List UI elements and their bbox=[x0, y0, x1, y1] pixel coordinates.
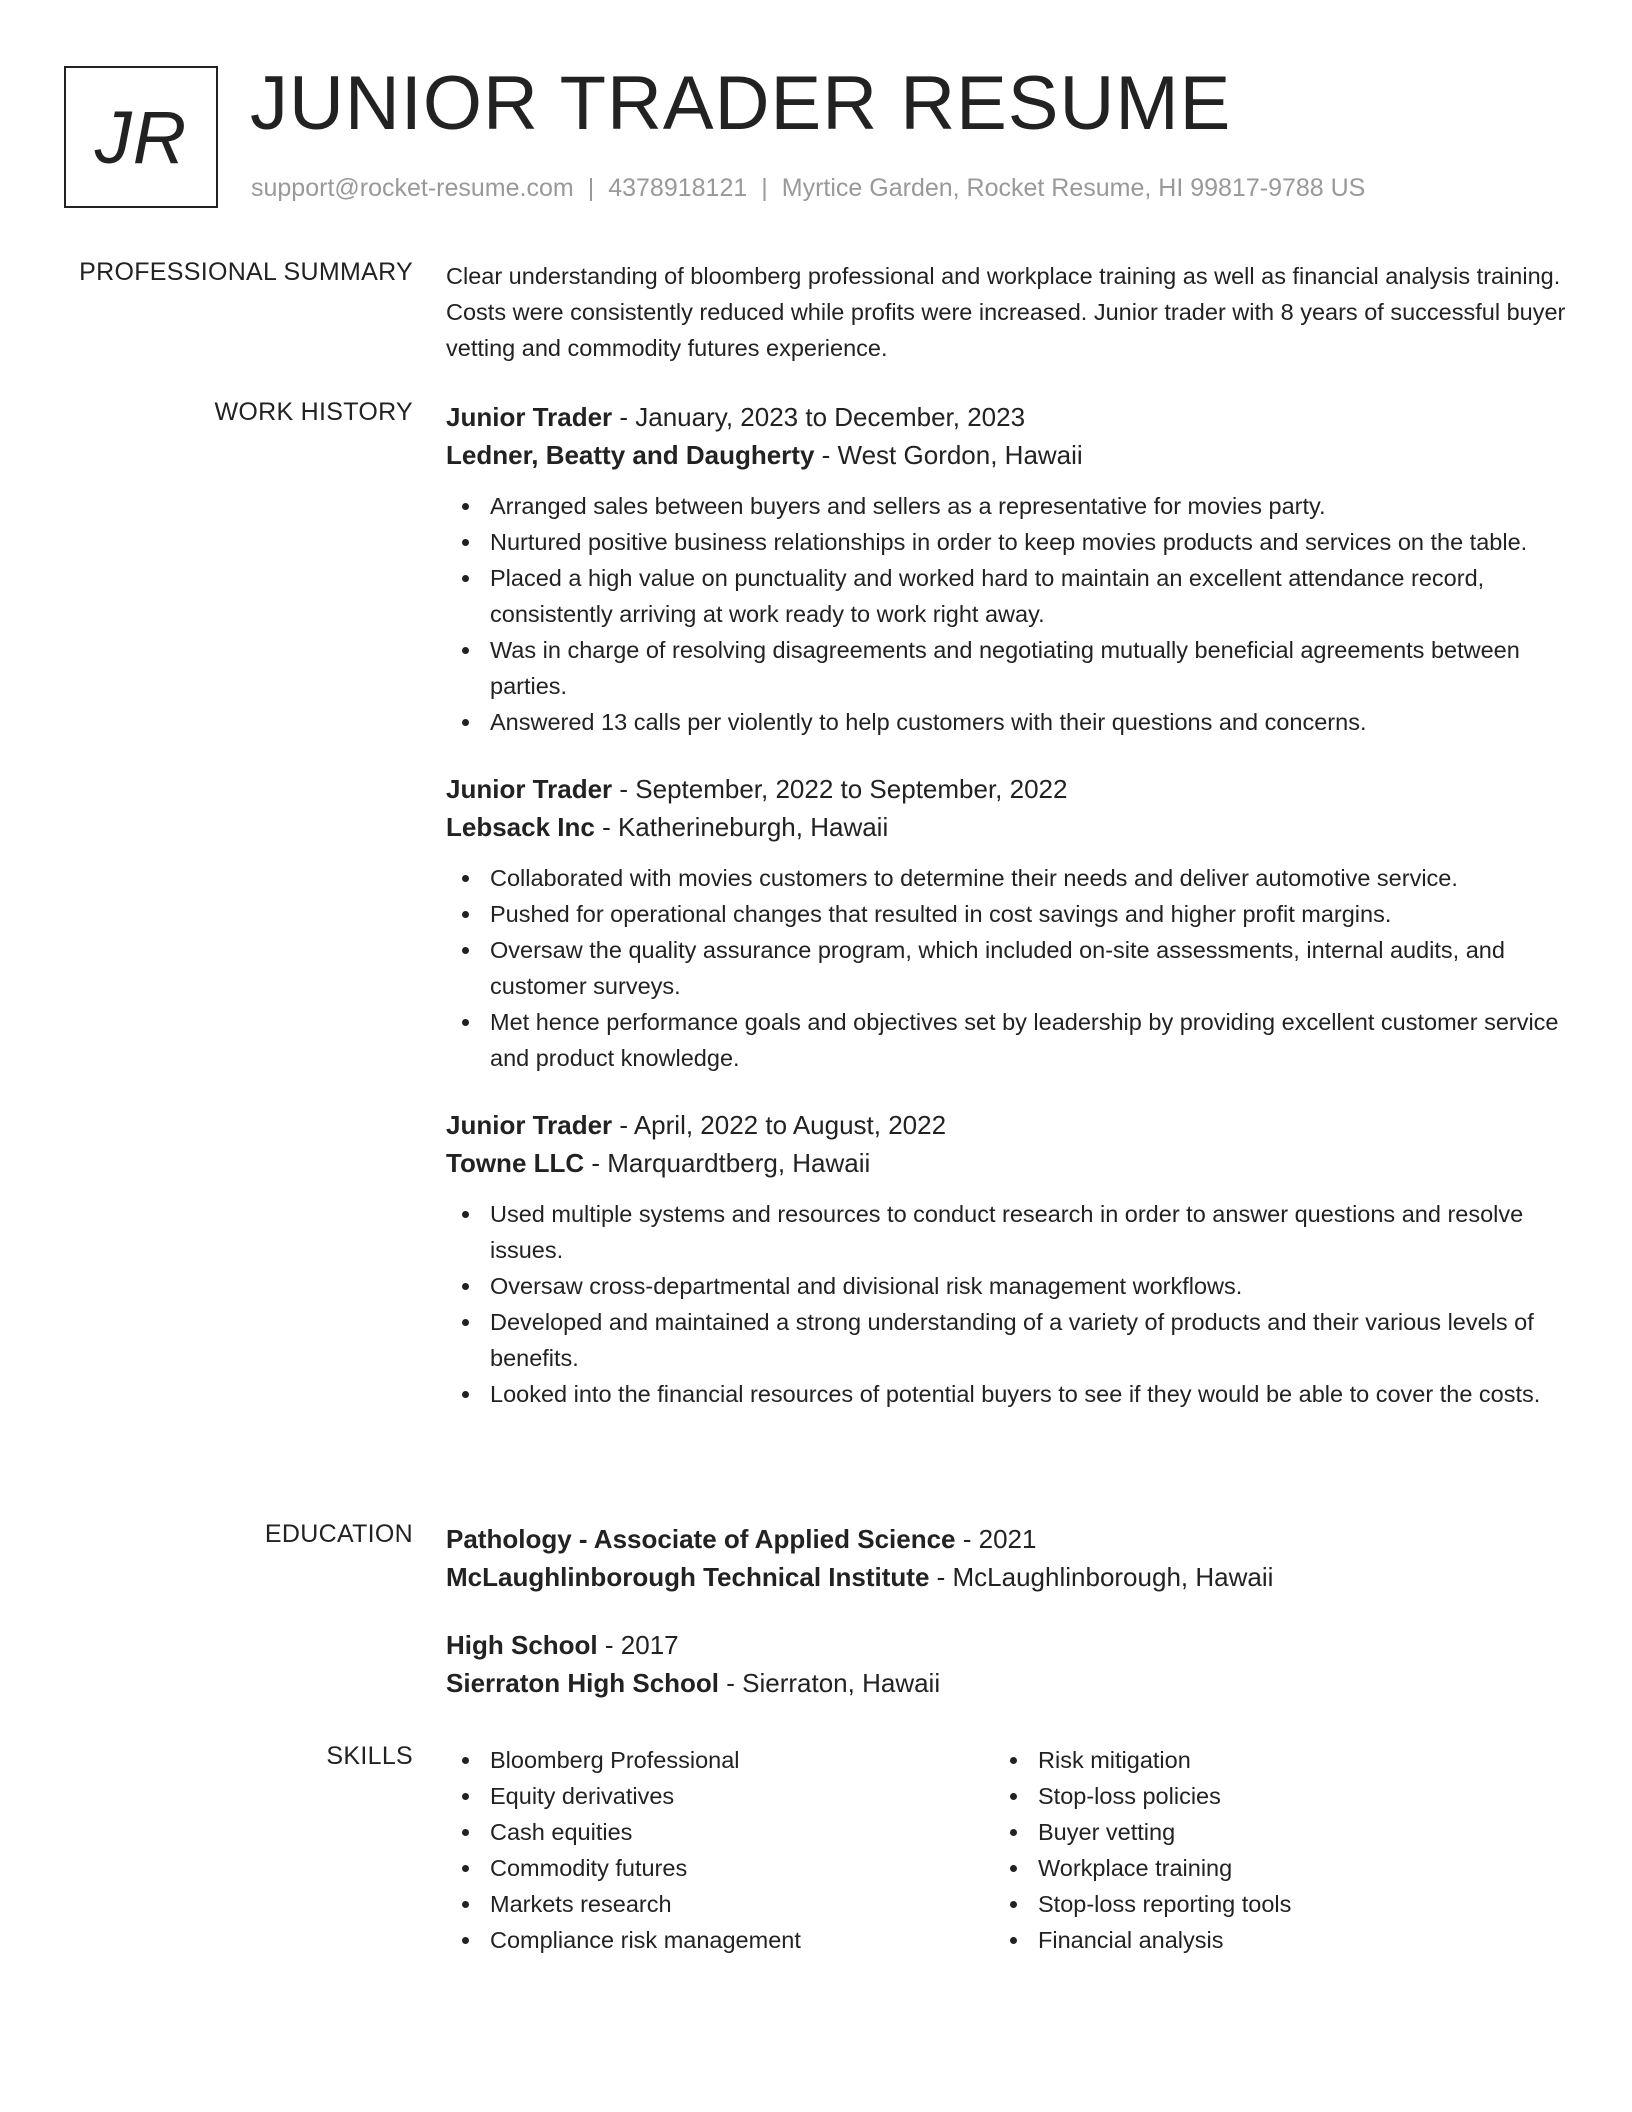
job-title: Junior Trader bbox=[446, 774, 613, 804]
skills-heading: SKILLS bbox=[326, 1742, 413, 1770]
education-school: McLaughlinborough Technical Institute bbox=[446, 1562, 930, 1592]
job-title: Junior Trader bbox=[446, 1110, 613, 1140]
skill-item: Markets research bbox=[446, 1886, 994, 1922]
job-company-line bbox=[446, 436, 1566, 474]
job-location: - Marquardtberg, Hawaii bbox=[584, 1148, 871, 1178]
education-entry bbox=[446, 1626, 1566, 1702]
job-company-line bbox=[446, 1144, 1566, 1182]
work-history-heading: WORK HISTORY bbox=[214, 398, 413, 426]
summary-body bbox=[446, 258, 1566, 366]
skill-item: Financial analysis bbox=[994, 1922, 1542, 1958]
education-heading: EDUCATION bbox=[264, 1520, 413, 1548]
monogram-initials: JR bbox=[94, 95, 188, 179]
job-title-line bbox=[446, 1106, 1566, 1144]
education-degree: High School bbox=[446, 1630, 598, 1660]
education-school-line bbox=[446, 1558, 1566, 1596]
skills-body bbox=[446, 1742, 1566, 1958]
skill-item: Equity derivatives bbox=[446, 1778, 994, 1814]
contact-email: support@rocket-resume.com bbox=[251, 174, 574, 202]
education-year: - 2017 bbox=[597, 1630, 679, 1660]
skill-item: Commodity futures bbox=[446, 1850, 994, 1886]
education-entry bbox=[446, 1520, 1566, 1596]
job-bullet: Was in charge of resolving disagreements and negotiating mutually beneficial agreements between parties. bbox=[446, 632, 1566, 704]
job-title-line bbox=[446, 398, 1566, 436]
job-dates: - January, 2023 to December, 2023 bbox=[612, 402, 1026, 432]
education-year: - 2021 bbox=[955, 1524, 1037, 1554]
contact-address: Myrtice Garden, Rocket Resume, HI 99817-9788 US bbox=[781, 174, 1366, 202]
job-location: - West Gordon, Hawaii bbox=[814, 440, 1083, 470]
skills-column-right bbox=[994, 1742, 1542, 1958]
skill-item: Workplace training bbox=[994, 1850, 1542, 1886]
job-bullet: Looked into the financial resources of potential buyers to see if they would be able to cover the costs. bbox=[446, 1376, 1566, 1412]
contact-separator: | bbox=[761, 174, 768, 202]
contact-separator: | bbox=[587, 174, 595, 202]
job-title-line bbox=[446, 770, 1566, 808]
job-entry bbox=[446, 398, 1566, 740]
education-school-line bbox=[446, 1664, 1566, 1702]
education-location: - McLaughlinborough, Hawaii bbox=[929, 1562, 1274, 1592]
job-bullet: Answered 13 calls per violently to help customers with their questions and concerns. bbox=[446, 704, 1566, 740]
job-bullet: Collaborated with movies customers to determine their needs and deliver automotive service. bbox=[446, 860, 1566, 896]
skill-item: Bloomberg Professional bbox=[446, 1742, 994, 1778]
education-body bbox=[446, 1520, 1566, 1732]
job-bullet: Arranged sales between buyers and sellers as a representative for movies party. bbox=[446, 488, 1566, 524]
skill-item: Buyer vetting bbox=[994, 1814, 1542, 1850]
job-bullet: Oversaw the quality assurance program, which included on-site assessments, internal audits, and customer surveys. bbox=[446, 932, 1566, 1004]
job-bullet: Pushed for operational changes that resulted in cost savings and higher profit margins. bbox=[446, 896, 1566, 932]
job-company-line bbox=[446, 808, 1566, 846]
job-entry bbox=[446, 1106, 1566, 1412]
job-bullet: Placed a high value on punctuality and worked hard to maintain an excellent attendance record, consistently arriving at work ready to work right away. bbox=[446, 560, 1566, 632]
education-degree: Pathology - Associate of Applied Science bbox=[446, 1524, 956, 1554]
job-bullet: Oversaw cross-departmental and divisional risk management workflows. bbox=[446, 1268, 1566, 1304]
skill-item: Cash equities bbox=[446, 1814, 994, 1850]
skill-item: Stop-loss policies bbox=[994, 1778, 1542, 1814]
skill-item: Stop-loss reporting tools bbox=[994, 1886, 1542, 1922]
job-company: Lebsack Inc bbox=[446, 812, 595, 842]
skills-column-left bbox=[446, 1742, 994, 1958]
job-bullets bbox=[446, 860, 1566, 1076]
job-bullet: Met hence performance goals and objectives set by leadership by providing excellent customer service and product knowledge. bbox=[446, 1004, 1566, 1076]
education-location: - Sierraton, Hawaii bbox=[719, 1668, 941, 1698]
job-dates: - April, 2022 to August, 2022 bbox=[612, 1110, 947, 1140]
contact-phone: 4378918121 bbox=[608, 174, 748, 202]
resume-title: JUNIOR TRADER RESUME bbox=[250, 61, 1232, 146]
job-entry bbox=[446, 770, 1566, 1076]
education-degree-line bbox=[446, 1626, 1566, 1664]
education-school: Sierraton High School bbox=[446, 1668, 720, 1698]
job-company: Ledner, Beatty and Daugherty bbox=[446, 440, 815, 470]
job-location: - Katherineburgh, Hawaii bbox=[594, 812, 889, 842]
resume-header bbox=[64, 61, 1564, 210]
job-company: Towne LLC bbox=[446, 1148, 585, 1178]
job-bullet: Developed and maintained a strong understanding of a variety of products and their various levels of benefits. bbox=[446, 1304, 1566, 1376]
summary-text: Clear understanding of bloomberg professional and workplace training as well as financial analysis training. Costs were consistently reduced while profits were increased. Junior trader with 8 years of successful buyer vetting and commodity futures experience. bbox=[446, 263, 1566, 361]
skill-item: Risk mitigation bbox=[994, 1742, 1542, 1778]
contact-line bbox=[251, 174, 1365, 203]
skill-item: Compliance risk management bbox=[446, 1922, 994, 1958]
job-bullets bbox=[446, 1196, 1566, 1412]
monogram-box bbox=[64, 66, 218, 208]
job-bullets bbox=[446, 488, 1566, 740]
job-bullet: Nurtured positive business relationships in order to keep movies products and services on the table. bbox=[446, 524, 1566, 560]
job-bullet: Used multiple systems and resources to conduct research in order to answer questions and resolve issues. bbox=[446, 1196, 1566, 1268]
skills-grid bbox=[446, 1742, 1566, 1958]
education-degree-line bbox=[446, 1520, 1566, 1558]
summary-heading: PROFESSIONAL SUMMARY bbox=[79, 258, 413, 286]
job-title: Junior Trader bbox=[446, 402, 613, 432]
work-history-body bbox=[446, 398, 1566, 1442]
job-dates: - September, 2022 to September, 2022 bbox=[612, 774, 1068, 804]
